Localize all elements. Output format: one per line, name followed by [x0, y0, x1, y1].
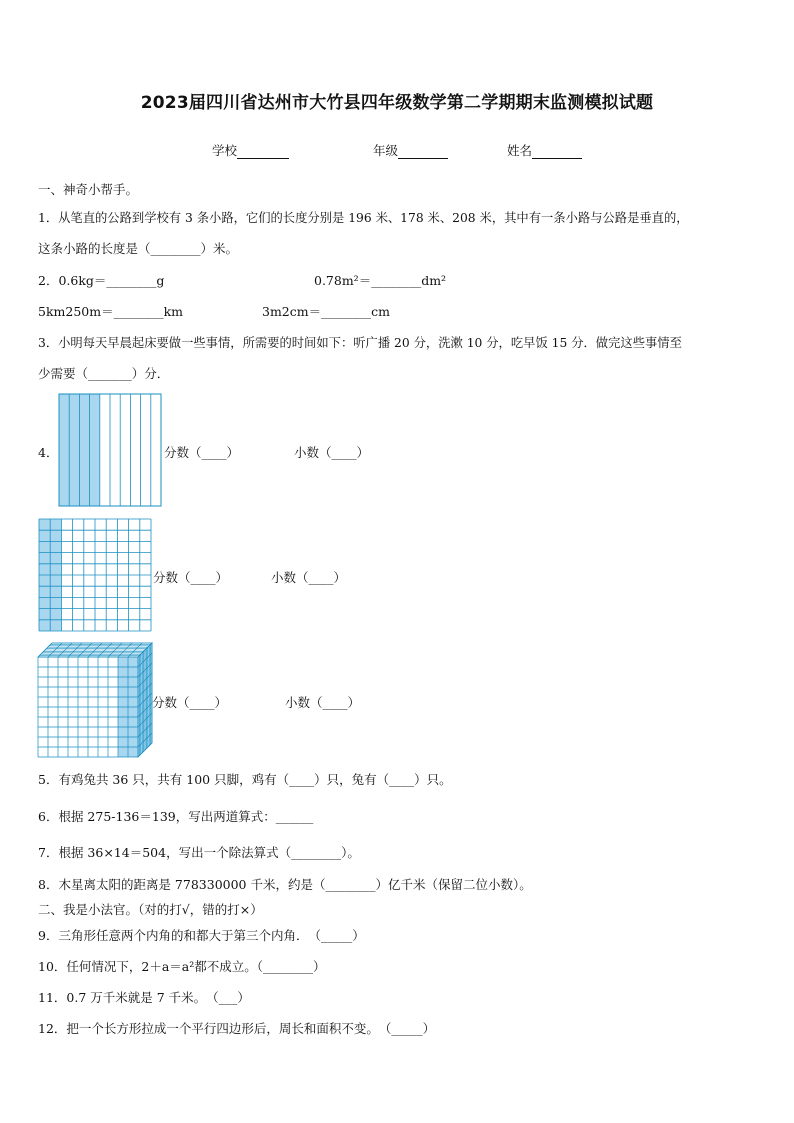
grade-label: 年级 [373, 143, 399, 158]
shaded-strip [69, 394, 79, 506]
question-2-b: 0.78m²＝________dm² [314, 273, 447, 288]
school-field[interactable] [212, 141, 289, 159]
fig3-decimal-label: 小数（____） [285, 695, 361, 710]
school-blank[interactable] [237, 143, 289, 159]
question-2-c: 5km250m＝________km [38, 304, 184, 319]
question-4-number: 4． [38, 445, 59, 460]
question-5: 5．有鸡兔共 36 只，共有 100 只脚，鸡有（____）只，兔有（____）只。 [38, 772, 452, 787]
question-12: 12．把一个长方形拉成一个平行四边形后，周长和面积不变。 （_____） [38, 1021, 436, 1036]
question-6: 6．根据 275-136＝139，写出两道算式：______ [38, 809, 314, 824]
question-1-line-1: 1．从笔直的公路到学校有 3 条小路，它们的长度分别是 196 米、178 米、208 米，其中有一条小路与公路是垂直的， [38, 211, 689, 225]
section-1-heading: 一、神奇小帮手。 [38, 182, 139, 197]
shaded-strip [90, 394, 100, 506]
grade-field[interactable] [373, 141, 448, 159]
question-1-line-2: 这条小路的长度是（________）米。 [38, 241, 239, 256]
fig2-decimal-label: 小数（____） [271, 570, 347, 585]
name-field[interactable] [507, 141, 582, 159]
fig2-fraction-label: 分数（____） [153, 570, 229, 585]
question-9: 9．三角形任意两个内角的和都大于第三个内角． （_____） [38, 928, 365, 943]
name-label: 姓名 [507, 143, 533, 158]
shaded-strip [59, 394, 69, 506]
hundredths-grid-svg [38, 518, 153, 633]
thousandths-cube-svg [37, 642, 153, 758]
question-7: 7．根据 36×14＝504，写出一个除法算式（________）。 [38, 845, 360, 860]
section-2-heading: 二、我是小法官。（对的打√，错的打×） [38, 902, 263, 917]
question-3-line-1: 3．小明每天早晨起床要做一些事情，所需要的时间如下：听广播 20 分，洗漱 10 分，吃早饭 15 分．做完这些事情至 [38, 336, 682, 350]
thousandths-cube-figure [37, 642, 153, 758]
grade-blank[interactable] [398, 143, 448, 159]
tenths-grid-svg [58, 393, 164, 507]
fig1-decimal-label: 小数（____） [294, 445, 370, 460]
page-title: 2023届四川省达州市大竹县四年级数学第二学期期末监测模拟试题 [140, 93, 654, 113]
question-8: 8．木星离太阳的距离是 778330000 千米，约是（________）亿千米（保留二位小数）。 [38, 877, 532, 892]
hundredths-grid-figure [38, 518, 153, 633]
question-11: 11．0.7 万千米就是 7 千米。 （___） [38, 990, 250, 1005]
fig3-fraction-label: 分数（____） [152, 695, 228, 710]
school-label: 学校 [212, 143, 238, 158]
question-2-d: 3m2cm＝________cm [262, 304, 390, 319]
shaded-strip [79, 394, 89, 506]
fig1-fraction-label: 分数（____） [164, 445, 240, 460]
question-3-line-2: 少需要（_______）分． [38, 366, 170, 381]
name-blank[interactable] [532, 143, 582, 159]
question-10: 10．任何情况下，2＋a＝a²都不成立。（________） [38, 959, 326, 974]
tenths-grid-figure [58, 393, 164, 507]
question-2-a: 2．0.6kg＝________g [38, 273, 165, 288]
